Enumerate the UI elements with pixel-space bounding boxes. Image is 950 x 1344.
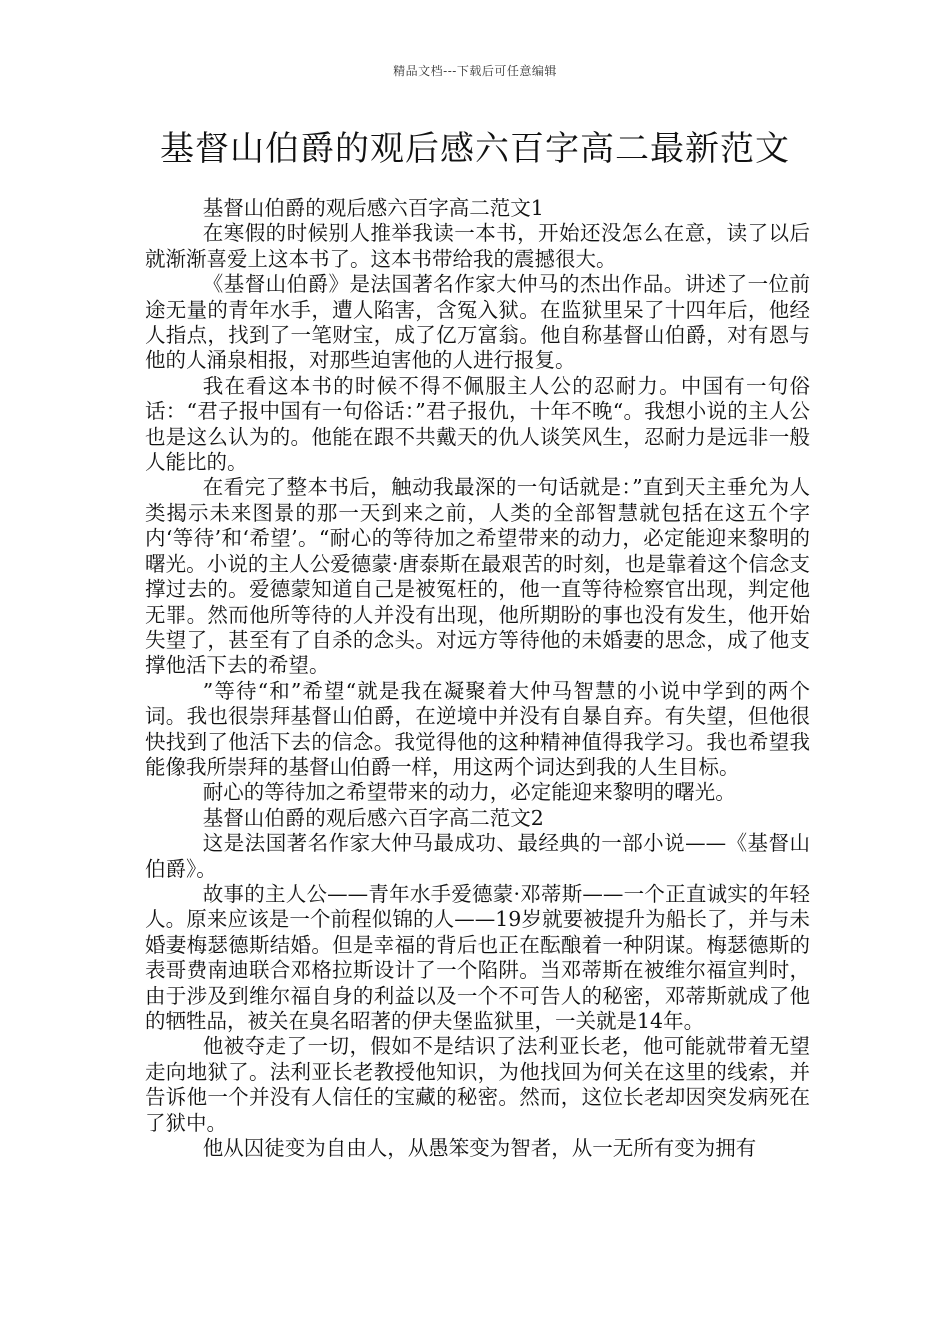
paragraph: 《基督山伯爵》是法国著名作家大仲马的杰出作品。讲述了一位前途无量的青年水手，遭人陷害，含冤入狱。在监狱里呆了十四年后，他经人指点，找到了一笔财宝，成了亿万富翁。他自称基督山伯爵，对有恩与他的人涌泉相报，对那些迫害他的人进行报复。 [145, 272, 810, 373]
paragraph: ”等待“和”希望“就是我在凝聚着大仲马智慧的小说中学到的两个词。我也很崇拜基督山伯爵，在逆境中并没有自暴自弃。有失望，但他很快找到了他活下去的信念。我觉得他的这种精神值得我学习。我也希望我能像我所崇拜的基督山伯爵一样，用这两个词达到我的人生目标。 [145, 678, 810, 779]
document-title: 基督山伯爵的观后感六百字高二最新范文 [160, 129, 790, 169]
paragraph: 故事的主人公——青年水手爱德蒙·邓蒂斯——一个正直诚实的年轻人。原来应该是一个前程似锦的人——19岁就要被提升为船长了，并与未婚妻梅瑟德斯结婚。但是幸福的背后也正在酝酿着一种阴谋。梅瑟德斯的表哥费南迪联合邓格拉斯设计了一个陷阱。当邓蒂斯在被维尔福宣判时，由于涉及到维尔福自身的利益以及一个不可告人的秘密，邓蒂斯就成了他的牺牲品，被关在臭名昭著的伊夫堡监狱里，一关就是14年。 [145, 881, 810, 1033]
section-heading-1: 基督山伯爵的观后感六百字高二范文1 [202, 196, 544, 220]
paragraph: 他从囚徒变为自由人，从愚笨变为智者，从一无所有变为拥有 [202, 1136, 757, 1161]
paragraph: 在看完了整本书后，触动我最深的一句话就是：”直到天主垂允为人类揭示未来图景的那一天到来之前，人类的全部智慧就包括在这五个字内‘等待’和‘希望’。“耐心的等待加之希望带来的动力，必定能迎来黎明的曙光。小说的主人公爱德蒙·唐泰斯在最艰苦的时刻，也是靠着这个信念支撑过去的。爱德蒙知道自己是被冤枉的，他一直等待检察官出现，判定他无罪。然而他所等待的人并没有出现，他所期盼的事也没有发生，他开始失望了，甚至有了自杀的念头。对远方等待他的未婚妻的思念，成了他支撑他活下去的希望。 [145, 475, 810, 678]
document-body [145, 196, 810, 1161]
paragraph: 这是法国著名作家大仲马最成功、最经典的一部小说——《基督山伯爵》。 [145, 831, 810, 881]
paragraph: 耐心的等待加之希望带来的动力，必定能迎来黎明的曙光。 [202, 780, 736, 805]
page-header-note: 精品文档---下载后可任意编辑 [393, 64, 557, 78]
paragraph: 在寒假的时候别人推举我读一本书，开始还没怎么在意，读了以后就渐渐喜爱上这本书了。这本书带给我的震撼很大。 [145, 221, 810, 271]
paragraph: 他被夺走了一切，假如不是结识了法利亚长老，他可能就带着无望走向地狱了。法利亚长老教授他知识，为他找回为何关在这里的线索，并告诉他一个并没有人信任的宝藏的秘密。然而，这位长老却因突发病死在了狱中。 [145, 1034, 810, 1135]
section-heading-2: 基督山伯爵的观后感六百字高二范文2 [202, 805, 544, 830]
paragraph: 我在看这本书的时候不得不佩服主人公的忍耐力。中国有一句俗话：“君子报中国有一句俗话：”君子报仇，十年不晚“。我想小说的主人公也是这么认为的。他能在跟不共戴天的仇人谈笑风生，忍耐力是远非一般人能比的。 [145, 373, 810, 475]
